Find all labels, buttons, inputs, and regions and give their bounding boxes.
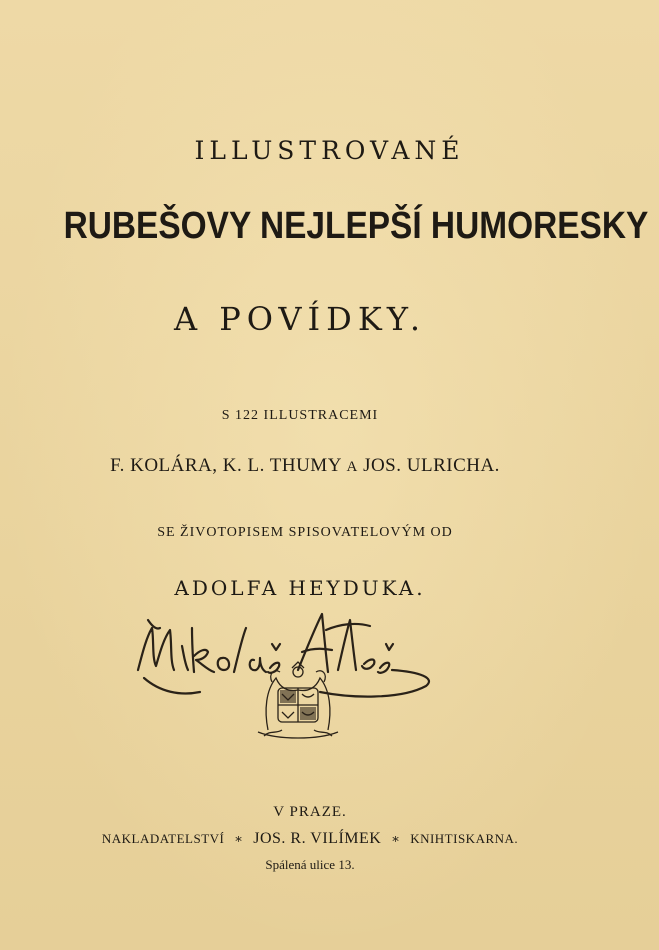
author-name: ADOLFA HEYDUKA. <box>174 576 426 600</box>
publisher-address: Spálená ulice 13. <box>265 857 355 872</box>
publication-place: V PRAZE. <box>273 804 347 820</box>
publisher-left: NAKLADATELSTVÍ <box>101 831 225 846</box>
biography-line: SE ŽIVOTOPISEM SPISOVATELOVÝM OD <box>157 525 453 540</box>
title-line-1: ILLUSTROVANÉ <box>194 136 465 165</box>
publisher-line <box>80 830 540 848</box>
publisher-name: JOS. R. VILÍMEK <box>253 830 382 847</box>
title-line-2: RUBEŠOVY NEJLEPŠÍ HUMORESKY <box>63 205 649 247</box>
illustrators-line <box>70 455 540 477</box>
publisher-right: KNIHTISKARNA. <box>410 831 519 846</box>
illustrations-count: S 122 ILLUSTRACEMI <box>221 408 379 423</box>
heraldic-emblem-icon <box>248 660 348 744</box>
illustrators-conjunction: A <box>346 459 358 475</box>
illustrators-part-2: JOS. ULRICHA. <box>363 455 500 476</box>
title-line-3: A POVÍDKY. <box>173 300 427 338</box>
separator-star-icon: ∗ <box>391 831 401 846</box>
illustrators-part-1: F. KOLÁRA, K. L. THUMY <box>110 455 342 476</box>
separator-star-icon: ∗ <box>234 831 244 846</box>
